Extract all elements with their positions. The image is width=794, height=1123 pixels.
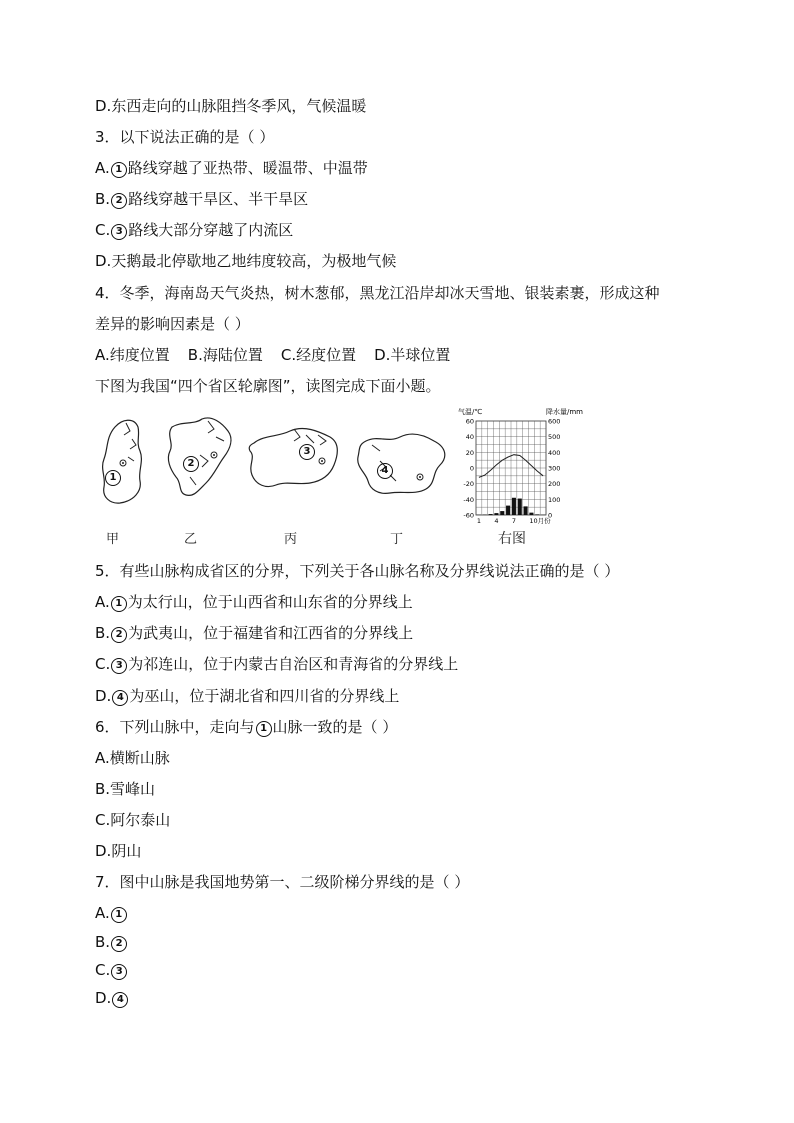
right-axis-ticks <box>548 418 560 520</box>
q7-option-b: B. 2 <box>95 932 128 952</box>
map-number-3: 3 <box>299 444 315 460</box>
precipitation-bar <box>512 498 516 515</box>
circled-number: 1 <box>111 907 127 923</box>
precipitation-bar <box>535 514 539 515</box>
q3-option-b: B. 2 路线穿越干旱区、半干旱区 <box>95 190 309 208</box>
circled-number: 4 <box>112 992 128 1008</box>
climate-chart <box>450 405 590 530</box>
q3-option-a: A. 1 路线穿越了亚热带、暖温带、中温带 <box>95 159 368 177</box>
map-label-jia: 甲 <box>106 532 120 547</box>
province-map-ding <box>358 434 445 493</box>
q6-option-a: A.横断山脉 <box>95 749 170 767</box>
map-number-1: 1 <box>105 470 121 486</box>
circled-number: 2 <box>111 627 127 643</box>
precipitation-bar <box>489 514 493 515</box>
q7-stem: 7．图中山脉是我国地势第一、二级阶梯分界线的是（ ） <box>95 873 470 891</box>
right-tick-label: 400 <box>548 448 561 457</box>
q5-option-b: B. 2 为武夷山，位于福建省和江西省的分界线上 <box>95 624 414 642</box>
right-tick-label: 200 <box>548 480 561 489</box>
q4-stem-line2: 差异的影响因素是（ ） <box>95 315 250 333</box>
q3-stem: 3．以下说法正确的是（ ） <box>95 128 275 146</box>
left-tick-label: -20 <box>463 480 474 489</box>
right-tick-label: 600 <box>548 417 561 426</box>
precipitation-bar <box>500 511 504 515</box>
province-outline-figure <box>90 405 460 515</box>
q7-option-d: D. 4 <box>95 988 129 1008</box>
chart-grid <box>476 421 546 515</box>
right-tick-label: 300 <box>548 464 561 473</box>
q5-option-c: C. 3 为祁连山，位于内蒙古自治区和青海省的分界线上 <box>95 655 459 673</box>
circled-number: 4 <box>112 690 128 706</box>
precipitation-bar <box>494 513 498 515</box>
circled-number: 1 <box>111 596 127 612</box>
circled-number: 1 <box>256 721 272 737</box>
q5-option-d: D. 4 为巫山，位于湖北省和四川省的分界线上 <box>95 687 400 705</box>
map-label-bing: 丙 <box>284 532 298 547</box>
right-tick-label: 100 <box>548 495 561 504</box>
chart-caption: 右图 <box>498 531 526 547</box>
left-tick-label: 20 <box>465 448 474 457</box>
left-tick-label: 0 <box>469 464 474 473</box>
precipitation-bar <box>524 506 528 515</box>
q2-option-d: D.东西走向的山脉阻挡冬季风，气候温暖 <box>95 97 367 115</box>
x-axis-ticks <box>477 516 551 525</box>
figure-intro: 下图为我国“四个省区轮廓图”，读图完成下面小题。 <box>95 377 441 395</box>
left-tick-label: -40 <box>463 495 474 504</box>
map-number-2: 2 <box>183 456 199 472</box>
x-tick-label: 10月份 <box>529 517 551 525</box>
q6-option-d: D.阴山 <box>95 842 142 860</box>
left-tick-label: 40 <box>465 433 474 442</box>
x-tick-label: 7 <box>511 517 517 525</box>
x-tick-label: 4 <box>494 517 499 525</box>
q3-option-d: D.天鹅最北停歇地乙地纬度较高，为极地气候 <box>95 252 397 270</box>
q3-option-c: C. 3 路线大部分穿越了内流区 <box>95 221 294 239</box>
map-label-yi: 乙 <box>184 532 198 547</box>
circled-number: 3 <box>111 224 127 240</box>
q4-options: A.纬度位置 B.海陆位置 C.经度位置 D.半球位置 <box>95 346 451 364</box>
left-axis-title: 气温/℃ <box>458 408 483 416</box>
map-label-ding: 丁 <box>390 532 404 547</box>
left-tick-label: -60 <box>463 511 474 520</box>
q5-option-a: A. 1 为太行山，位于山西省和山东省的分界线上 <box>95 593 413 611</box>
q6-option-c: C.阿尔泰山 <box>95 811 171 829</box>
q7-option-c: C. 3 <box>95 960 128 980</box>
circled-number: 2 <box>111 193 127 209</box>
province-map-yi <box>168 418 231 495</box>
q6-stem: 6．下列山脉中，走向与 1 山脉一致的是（ ） <box>95 718 398 736</box>
precipitation-bar <box>506 506 510 515</box>
left-axis-ticks <box>463 418 474 520</box>
x-tick-label: 1 <box>476 517 482 525</box>
province-map-jia <box>103 420 142 503</box>
circled-number: 3 <box>111 964 127 980</box>
left-tick-label: 60 <box>465 417 474 426</box>
right-tick-label: 0 <box>548 511 553 520</box>
q6-option-b: B.雪峰山 <box>95 780 156 798</box>
precipitation-bar <box>518 499 522 515</box>
precipitation-bar <box>529 513 533 515</box>
circled-number: 1 <box>111 162 127 178</box>
map-number-4: 4 <box>377 463 393 479</box>
q7-option-a: A. 1 <box>95 903 128 923</box>
circled-number: 2 <box>111 936 127 952</box>
province-map-bing <box>249 429 337 487</box>
right-axis-title: 降水量/mm <box>546 408 583 416</box>
q4-stem-line1: 4．冬季，海南岛天气炎热，树木葱郁，黑龙江沿岸却冰天雪地、银装素裹，形成这种 <box>95 284 660 302</box>
right-tick-label: 500 <box>548 433 561 442</box>
q5-stem: 5．有些山脉构成省区的分界，下列关于各山脉名称及分界线说法正确的是（ ） <box>95 562 620 580</box>
circled-number: 3 <box>111 658 127 674</box>
